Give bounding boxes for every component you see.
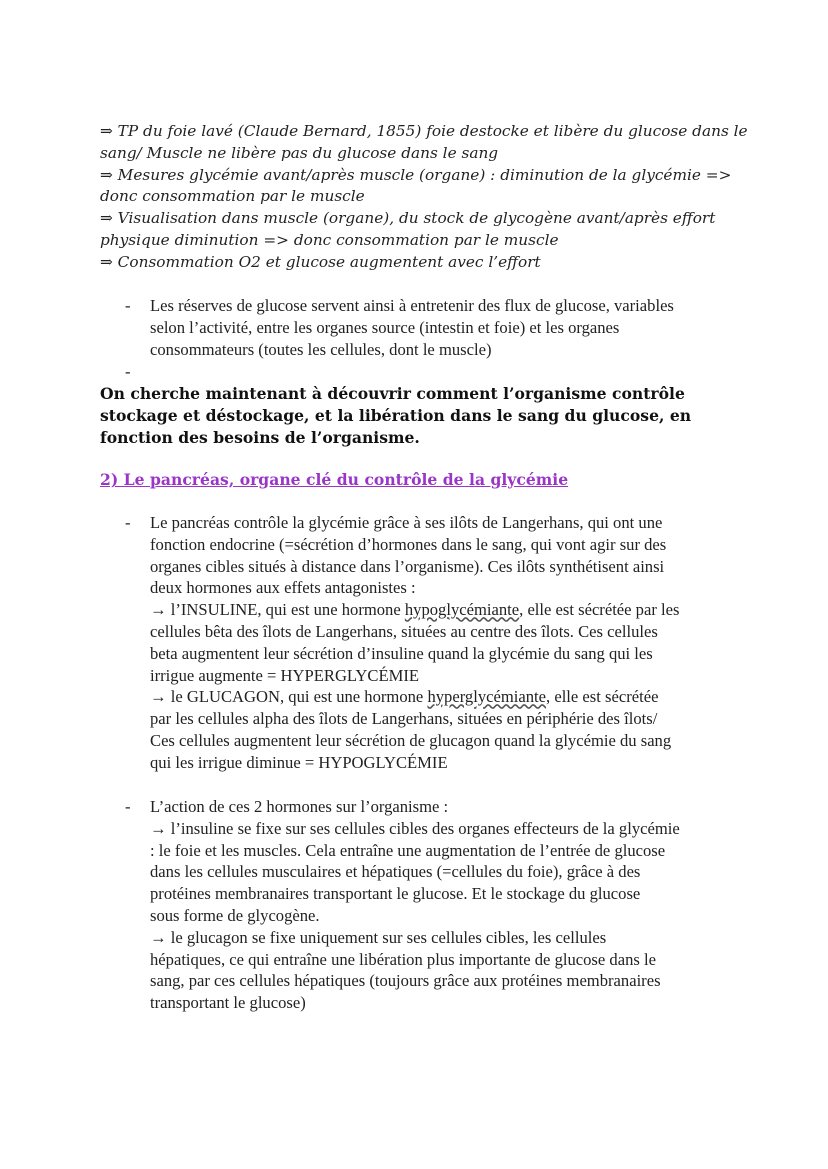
- bullet-line: fonction endocrine (=sécrétion d’hormones dans le sang, qui vont agir sur des: [150, 534, 667, 554]
- bullet-line: protéines membranaires transportant le glucose. Et le stockage du glucose: [150, 884, 641, 904]
- bullet-line: sous forme de glycogène.: [150, 905, 320, 925]
- bullet-line: transportant le glucose): [150, 993, 306, 1013]
- intro-line: donc consommation par le muscle: [100, 187, 365, 206]
- bullet-line: Les réserves de glucose servent ainsi à entretenir des flux de glucose, variables: [150, 296, 674, 315]
- bullet-line: irrigue augmente = HYPERGLYCÉMIE: [150, 665, 419, 685]
- bullet-line: cellules bêta des îlots de Langerhans, situées au centre des îlots. Ces cellules: [150, 621, 658, 641]
- line-segment: → le GLUCAGON, qui est une hormone: [150, 687, 428, 707]
- bold-line: On cherche maintenant à découvrir comment l’organisme contrôle: [100, 384, 685, 403]
- bullet-line: → le glucagon se fixe uniquement sur ses cellules cibles, les cellules: [150, 927, 607, 947]
- line-segment: → l’INSULINE, qui est une hormone: [150, 600, 405, 620]
- bullet-line: [150, 599, 735, 621]
- bullet-line: dans les cellules musculaires et hépatiques (=cellules du foie), grâce à des: [150, 862, 641, 882]
- bullet-line: selon l’activité, entre les organes source (intestin et foie) et les organes: [150, 317, 620, 337]
- intro-italic-block: [100, 121, 748, 274]
- bold-line: fonction des besoins de l’organisme.: [100, 427, 420, 447]
- bold-paragraph: [100, 383, 740, 448]
- bullet-line: Ces cellules augmentent leur sécrétion de glucagon quand la glycémie du sang: [150, 730, 672, 750]
- bullet-line: L’action de ces 2 hormones sur l’organisme :: [150, 797, 449, 816]
- bullet-line: par les cellules alpha des îlots de Langerhans, situées en périphérie des îlots/: [150, 709, 658, 729]
- bullet-dash: -: [125, 797, 131, 816]
- intro-line: sang/ Muscle ne libère pas du glucose dans le sang: [100, 143, 499, 162]
- bullet-line: : le foie et les muscles. Cela entraîne une augmentation de l’entrée de glucose: [150, 840, 666, 860]
- bullet-line: consommateurs (toutes les cellules, dont le muscle): [150, 339, 492, 359]
- bullet-line: → l’insuline se fixe sur ses cellules cibles des organes effecteurs de la glycémie: [150, 818, 680, 838]
- bullet-reserves: [125, 295, 735, 360]
- bullet-dash: -: [125, 296, 131, 315]
- bullet-line: [150, 686, 735, 708]
- line-segment: , elle est sécrétée: [546, 687, 659, 707]
- section-heading: 2) Le pancréas, organe clé du contrôle de la glycémie: [100, 470, 569, 489]
- spellcheck-word: hypoglycémiante: [404, 600, 520, 620]
- line-segment: , elle est sécrétée par les: [519, 600, 680, 620]
- spellcheck-word: hyperglycémiante: [427, 687, 547, 707]
- intro-line: ⇒ Mesures glycémie avant/après muscle (organe) : diminution de la glycémie =>: [100, 165, 732, 184]
- bullet-dash: -: [125, 362, 131, 381]
- bullet-line: sang, par ces cellules hépatiques (toujours grâce aux protéines membranaires: [150, 971, 661, 991]
- bullet-line: beta augmentent leur sécrétion d’insuline quand la glycémie du sang qui les: [150, 643, 653, 663]
- bullet-line: hépatiques, ce qui entraîne une libération plus importante de glucose dans le: [150, 949, 656, 969]
- bullet-line: Le pancréas contrôle la glycémie grâce à ses ilôts de Langerhans, qui ont une: [150, 513, 663, 532]
- bullet-line: qui les irrigue diminue = HYPOGLYCÉMIE: [150, 752, 448, 772]
- bold-line: stockage et déstockage, et la libération dans le sang du glucose, en: [100, 405, 692, 425]
- intro-line: ⇒ Visualisation dans muscle (organe), du stock de glycogène avant/après effort: [100, 209, 716, 228]
- bullet-action: [125, 796, 735, 1014]
- intro-line: physique diminution => donc consommation par le muscle: [100, 230, 559, 249]
- bullet-dash: -: [125, 513, 131, 532]
- bullet-line: organes cibles situés à distance dans l’organisme). Ces ilôts synthétisent ainsi: [150, 556, 665, 576]
- intro-line: ⇒ Consommation O2 et glucose augmentent avec l’effort: [100, 252, 541, 271]
- bullet-line: deux hormones aux effets antagonistes :: [150, 578, 416, 598]
- intro-line: ⇒ TP du foie lavé (Claude Bernard, 1855) foie destocke et libère du glucose dans le: [100, 122, 748, 140]
- bullet-pancreas: [125, 512, 735, 774]
